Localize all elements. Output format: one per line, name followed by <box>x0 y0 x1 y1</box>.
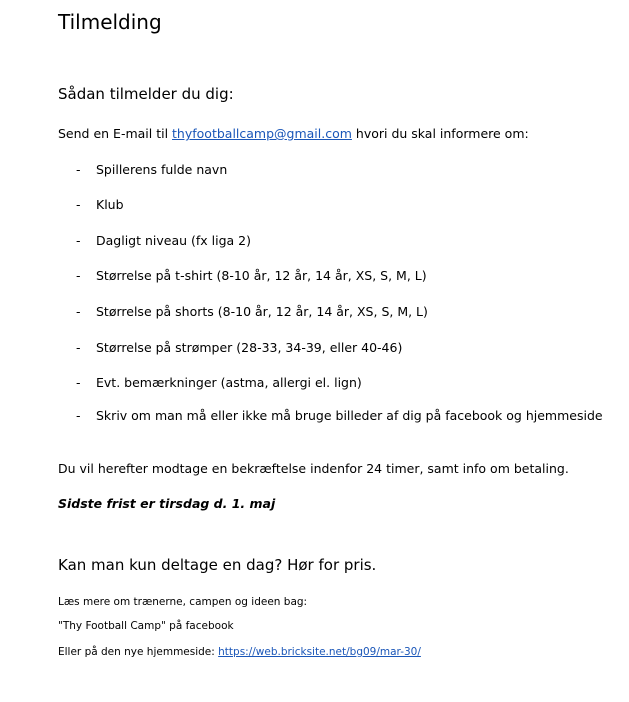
list-item <box>76 340 402 355</box>
website-label: Eller på den nye hjemmeside: <box>58 646 219 658</box>
list-dash: - <box>76 340 81 355</box>
list-item <box>76 304 428 319</box>
list-item <box>76 268 427 283</box>
intro-text-end: hvori du skal informere om: <box>351 126 529 141</box>
list-item-text: Størrelse på t-shirt (8-10 år, 12 år, 14 år, XS, S, M, L) <box>96 268 427 283</box>
list-dash: - <box>76 304 81 319</box>
intro-text: Send en E-mail til <box>58 126 173 141</box>
list-dash: - <box>76 233 81 248</box>
list-item <box>76 197 124 212</box>
list-item-text: Evt. bemærkninger (astma, allergi el. lign) <box>96 375 362 390</box>
list-item <box>76 375 362 390</box>
list-dash: - <box>76 375 81 390</box>
list-dash: - <box>76 268 81 283</box>
intro-paragraph <box>58 126 529 141</box>
email-link[interactable]: thyfootballcamp@gmail.com <box>172 126 352 141</box>
list-item-text: Dagligt niveau (fx liga 2) <box>96 233 252 248</box>
website-link[interactable]: https://web.bricksite.net/bg09/mar-30/ <box>218 646 421 658</box>
list-dash: - <box>76 197 81 212</box>
list-item-text: Skriv om man må eller ikke må bruge billeder af dig på facebook og hjemmeside <box>96 408 603 423</box>
list-item-text: Klub <box>96 197 124 212</box>
list-dash: - <box>76 408 81 423</box>
list-dash: - <box>76 162 81 177</box>
list-item-text: Størrelse på shorts (8-10 år, 12 år, 14 år, XS, S, M, L) <box>96 304 428 319</box>
howto-heading: Sådan tilmelder du dig: <box>58 85 234 103</box>
read-more-text: Læs mere om trænerne, campen og ideen bag: <box>58 596 308 608</box>
website-line <box>58 646 421 658</box>
one-day-heading: Kan man kun deltage en dag? Hør for pris. <box>58 556 377 574</box>
confirmation-text: Du vil herefter modtage en bekræftelse indenfor 24 timer, samt info om betaling. <box>58 461 569 476</box>
list-item-text: Størrelse på strømper (28-33, 34-39, eller 40-46) <box>96 340 403 355</box>
facebook-text: "Thy Football Camp" på facebook <box>58 620 234 632</box>
deadline-text: Sidste frist er tirsdag d. 1. maj <box>58 496 276 511</box>
list-item <box>76 233 251 248</box>
list-item-text: Spillerens fulde navn <box>96 162 228 177</box>
list-item <box>76 162 227 177</box>
page-title: Tilmelding <box>58 10 162 34</box>
list-item <box>76 408 603 423</box>
